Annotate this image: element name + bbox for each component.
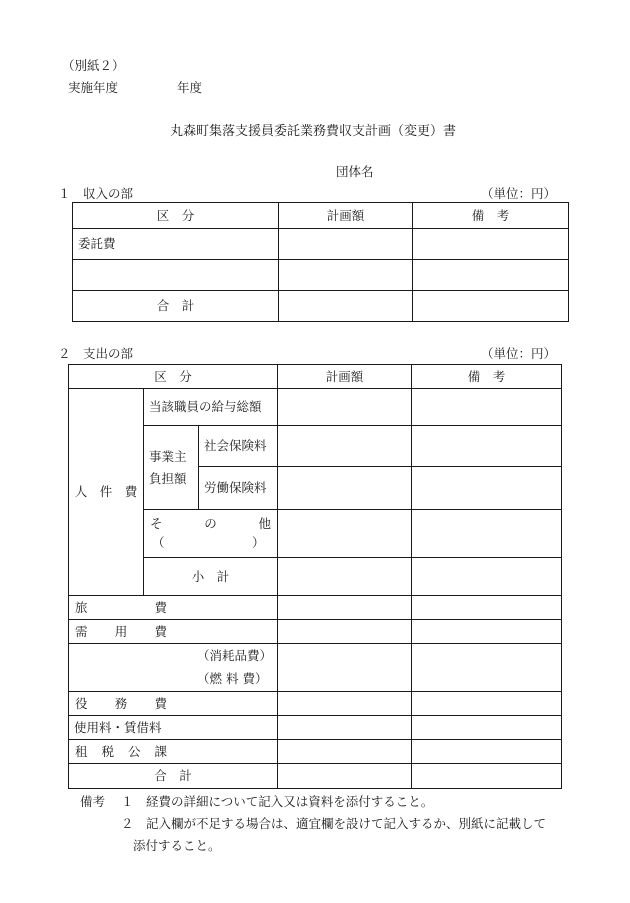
note-2-text: 記入欄が不足する場合は、適宜欄を設けて記入するか、別紙に記載して [146, 816, 547, 831]
remarks-cell[interactable] [412, 426, 562, 467]
table-row [73, 291, 569, 322]
expense-total-label: 合 計 [69, 764, 278, 789]
services-label [69, 692, 278, 716]
travel-label [69, 596, 278, 620]
implementation-year-label: 実施年度 [68, 80, 119, 95]
expense-col-plan: 計画額 [278, 365, 412, 389]
table-row [69, 644, 562, 692]
plan-cell[interactable] [279, 260, 413, 291]
taxes-char-3: 公 [128, 743, 141, 759]
remarks-cell[interactable] [413, 291, 569, 322]
taxes-char-4: 課 [154, 743, 168, 759]
salary-label: 当該職員の給与総額 [144, 389, 278, 426]
table-row [73, 229, 569, 260]
plan-cell[interactable] [279, 229, 413, 260]
income-row-commission: 委託費 [73, 229, 279, 260]
other-char-3: 他 [258, 515, 272, 531]
note-1-text: 経費の詳細について記入又は資料を添付すること。 [146, 794, 434, 809]
plan-cell[interactable] [278, 644, 412, 692]
other-text [144, 516, 277, 532]
income-unit: （単位：円） [481, 186, 557, 201]
other-label [144, 510, 278, 558]
taxes-char-1: 租 [75, 743, 88, 759]
plan-cell[interactable] [278, 740, 412, 764]
remarks-cell[interactable] [412, 716, 562, 740]
remarks-cell[interactable] [412, 764, 562, 789]
plan-cell[interactable] [278, 389, 412, 426]
income-table [72, 202, 569, 322]
services-char-2: 務 [114, 695, 128, 711]
note-1-number: １ [121, 794, 134, 809]
income-heading: １ 収入の部 [58, 186, 134, 201]
expense-table [68, 364, 562, 789]
plan-cell[interactable] [278, 620, 412, 644]
rent-label: 使用料・賃借料 [69, 716, 278, 740]
plan-cell[interactable] [278, 764, 412, 789]
organization-label: 団体名 [336, 164, 374, 179]
consumables-label: （消耗品費） [197, 648, 273, 664]
remarks-cell[interactable] [412, 596, 562, 620]
expense-col-category: 区 分 [69, 365, 278, 389]
subtotal-label: 小 計 [144, 558, 278, 596]
other-paren-close: ） [252, 535, 265, 551]
table-row [69, 620, 562, 644]
personnel-cost-label: 人 件 費 [69, 389, 144, 596]
supplies-breakdown [69, 644, 278, 692]
fuel-label: （燃 料 費） [197, 671, 268, 686]
plan-cell[interactable] [278, 426, 412, 467]
plan-cell[interactable] [278, 510, 412, 558]
income-col-category: 区 分 [73, 203, 279, 229]
social-insurance-label: 社会保険料 [199, 426, 278, 467]
remarks-cell[interactable] [412, 620, 562, 644]
taxes-char-2: 税 [101, 743, 115, 759]
plan-cell[interactable] [278, 558, 412, 596]
supplies-char-1: 需 [75, 623, 88, 639]
employer-burden-line-1: 事業主 [149, 448, 187, 464]
income-total-label: 合 計 [73, 291, 279, 322]
income-col-remarks: 備 考 [413, 203, 569, 229]
income-col-plan: 計画額 [279, 203, 413, 229]
supplies-char-3: 費 [154, 623, 168, 639]
table-row [69, 692, 562, 716]
labor-insurance-label: 労働保険料 [199, 467, 278, 510]
table-row [69, 740, 562, 764]
remarks-cell[interactable] [412, 558, 562, 596]
employer-burden-line-2: 負担額 [149, 470, 187, 486]
supplies-char-2: 用 [114, 623, 128, 639]
remarks-cell[interactable] [412, 740, 562, 764]
table-row [69, 716, 562, 740]
remarks-cell[interactable] [412, 389, 562, 426]
expense-header-row [69, 365, 562, 389]
expense-unit: （単位：円） [481, 346, 557, 361]
plan-cell[interactable] [278, 692, 412, 716]
plan-cell[interactable] [278, 467, 412, 510]
other-paren-field[interactable] [144, 535, 277, 551]
remarks-cell[interactable] [412, 510, 562, 558]
services-char-1: 役 [75, 695, 88, 711]
other-char-2: の [204, 515, 217, 531]
table-row [73, 260, 569, 291]
year-suffix: 年度 [177, 80, 203, 95]
expense-heading: ２ 支出の部 [58, 346, 134, 361]
plan-cell[interactable] [278, 596, 412, 620]
taxes-label [69, 740, 278, 764]
employer-burden-label [144, 426, 199, 510]
income-row-blank[interactable] [73, 260, 279, 291]
notes-label: 備考 [80, 794, 106, 809]
travel-char-2: 費 [154, 599, 168, 615]
note-2-number: ２ [121, 816, 134, 831]
income-header-row [73, 203, 569, 229]
document-title: 丸森町集落支援員委託業務費収支計画（変更）書 [170, 124, 457, 139]
note-2-continuation: 添付すること。 [133, 838, 221, 853]
remarks-cell[interactable] [412, 644, 562, 692]
attachment-label: （別紙２） [62, 58, 125, 73]
expense-col-remarks: 備 考 [412, 365, 562, 389]
table-row [69, 764, 562, 789]
other-paren-open: （ [152, 535, 165, 551]
other-char-1: そ [150, 515, 163, 531]
table-row [69, 389, 562, 426]
plan-cell[interactable] [278, 716, 412, 740]
table-row [69, 596, 562, 620]
plan-cell[interactable] [279, 291, 413, 322]
services-char-3: 費 [154, 695, 168, 711]
remarks-cell[interactable] [413, 229, 569, 260]
supplies-label [69, 620, 278, 644]
remarks-cell[interactable] [412, 692, 562, 716]
remarks-cell[interactable] [413, 260, 569, 291]
travel-char-1: 旅 [75, 599, 88, 615]
remarks-cell[interactable] [412, 467, 562, 510]
